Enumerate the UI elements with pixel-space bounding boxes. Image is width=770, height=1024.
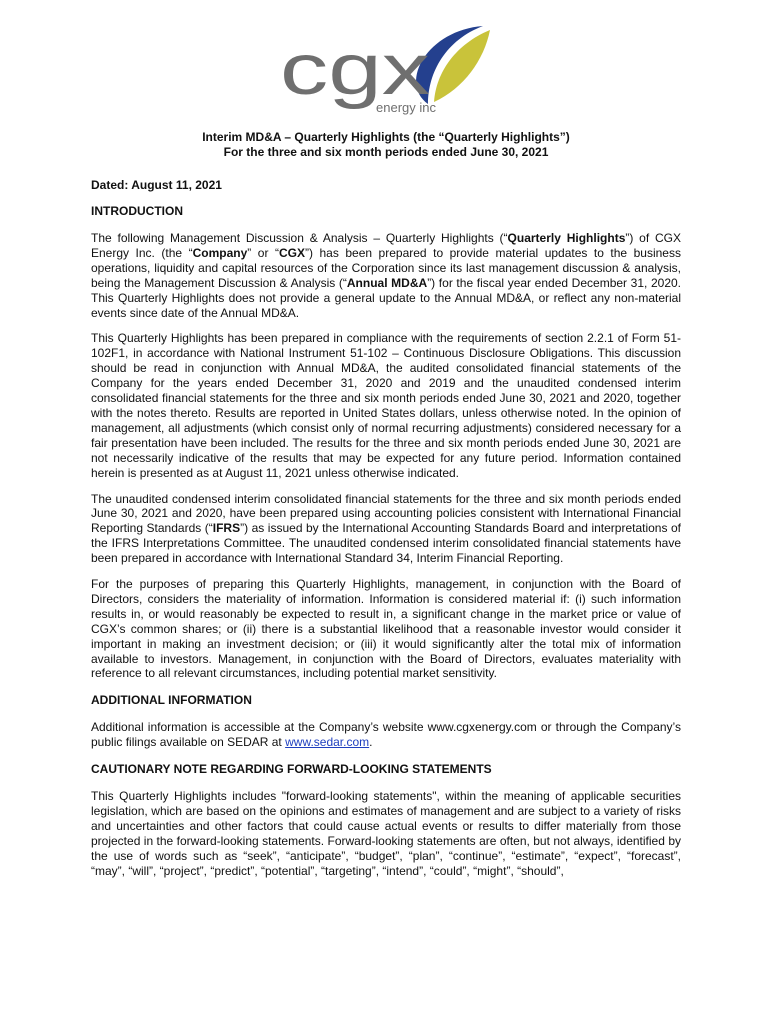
introduction-paragraph-3: The unaudited condensed interim consolidated financial statements for the three and six month periods ended June 30, 2021 and 2020, have been prepared using accounting policies consistent with International Financial Reporting Standards (“IFRS”) as issued by the International Accounting Standards Board and interpretations of the IFRS Interpretations Committee. The unaudited condensed interim consolidated financial statements have been prepared in accordance with International Standard 34, Interim Financial Reporting. (91, 491, 682, 566)
cautionary-note-heading: CAUTIONARY NOTE REGARDING FORWARD-LOOKING STATEMENTS (91, 762, 492, 777)
document-title (91, 130, 681, 160)
introduction-paragraph-2: This Quarterly Highlights has been prepared in compliance with the requirements of section 2.2.1 of Form 51-102F1, in accordance with National Instrument 51-102 – Continuous Disclosure Obligations. This discussion should be read in conjunction with Annual MD&A, the audited consolidated financial statements of the Company for the years ended December 31, 2020 and 2019 and the unaudited condensed interim consolidated financial statements for the three and six month periods ended June 30, 2021 and 2020, together with the notes thereto. Results are reported in United States dollars, unless otherwise noted. In the opinion of management, all adjustments (which consist only of normal recurring adjustments) considered necessary for a fair presentation have been included. The results for the three and six month periods ended June 30, 2021 are not necessarily indicative of the results that may be expected for any future period. Information contained herein is presented as at August 11, 2021 unless otherwise indicated. (91, 331, 681, 480)
title-line-2: For the three and six month periods ended June 30, 2021 (223, 145, 549, 159)
dated-line: Dated: August 11, 2021 (91, 178, 222, 192)
title-line-1: Interim MD&A – Quarterly Highlights (the “Quarterly Highlights”) (202, 130, 570, 144)
logo-sub-text: energy inc (376, 100, 436, 115)
sedar-link[interactable]: www.sedar.com (285, 735, 370, 750)
introduction-heading: INTRODUCTION (91, 204, 183, 218)
cgx-logo-graphic (278, 22, 493, 120)
cautionary-note-paragraph: This Quarterly Highlights includes "forward-looking statements", within the meaning of applicable securities legislation, which are based on the opinions and estimates of management and are subject to a variety of risks and uncertainties and other factors that could cause actual events or results to differ materially from those projected in the forward-looking statements. Forward-looking statements are often, but not always, identified by the use of words such as “seek”, “anticipate”, “budget”, “plan”, “continue”, “estimate”, “expect”, “forecast”, “may”, “will”, “project”, “predict”, “potential”, “targeting”, “intend”, “could”, “might”, “should”, (91, 789, 681, 878)
introduction-paragraph-4: For the purposes of preparing this Quarterly Highlights, management, in conjunction with the Board of Directors, considers the materiality of information. Information is considered material if: (i) such information results in, or would reasonably be expected to result in, a significant change in the market price or value of CGX’s common shares; or (ii) there is a substantial likelihood that a reasonable investor would consider it important in making an investment decision; or (iii) it would significantly alter the total mix of information available to investors. Management, in conjunction with the Board of Directors, evaluates materiality with reference to all relevant circumstances, including potential market sensitivity. (91, 577, 681, 681)
document-body (91, 130, 681, 890)
logo-brand-text: cgx (280, 30, 430, 110)
introduction-paragraph-1: The following Management Discussion & Analysis – Quarterly Highlights (“Quarterly Highlights”) of CGX Energy Inc. (the “Company” or “CGX”) has been prepared to provide material updates to the business operations, liquidity and capital resources of the Corporation since its last management discussion & analysis, being the Management Discussion & Analysis (“Annual MD&A”) for the fiscal year ended December 31, 2020. This Quarterly Highlights does not provide a general update to the Annual MD&A, or reflect any non-material events since date of the Annual MD&A. (91, 231, 682, 320)
additional-information-heading: ADDITIONAL INFORMATION (91, 693, 252, 708)
additional-information-paragraph: Additional information is accessible at the Company’s website www.cgxenergy.com or through the Company’s public filings available on SEDAR at www.sedar.com. (91, 720, 681, 750)
cgx-logo (278, 22, 493, 120)
